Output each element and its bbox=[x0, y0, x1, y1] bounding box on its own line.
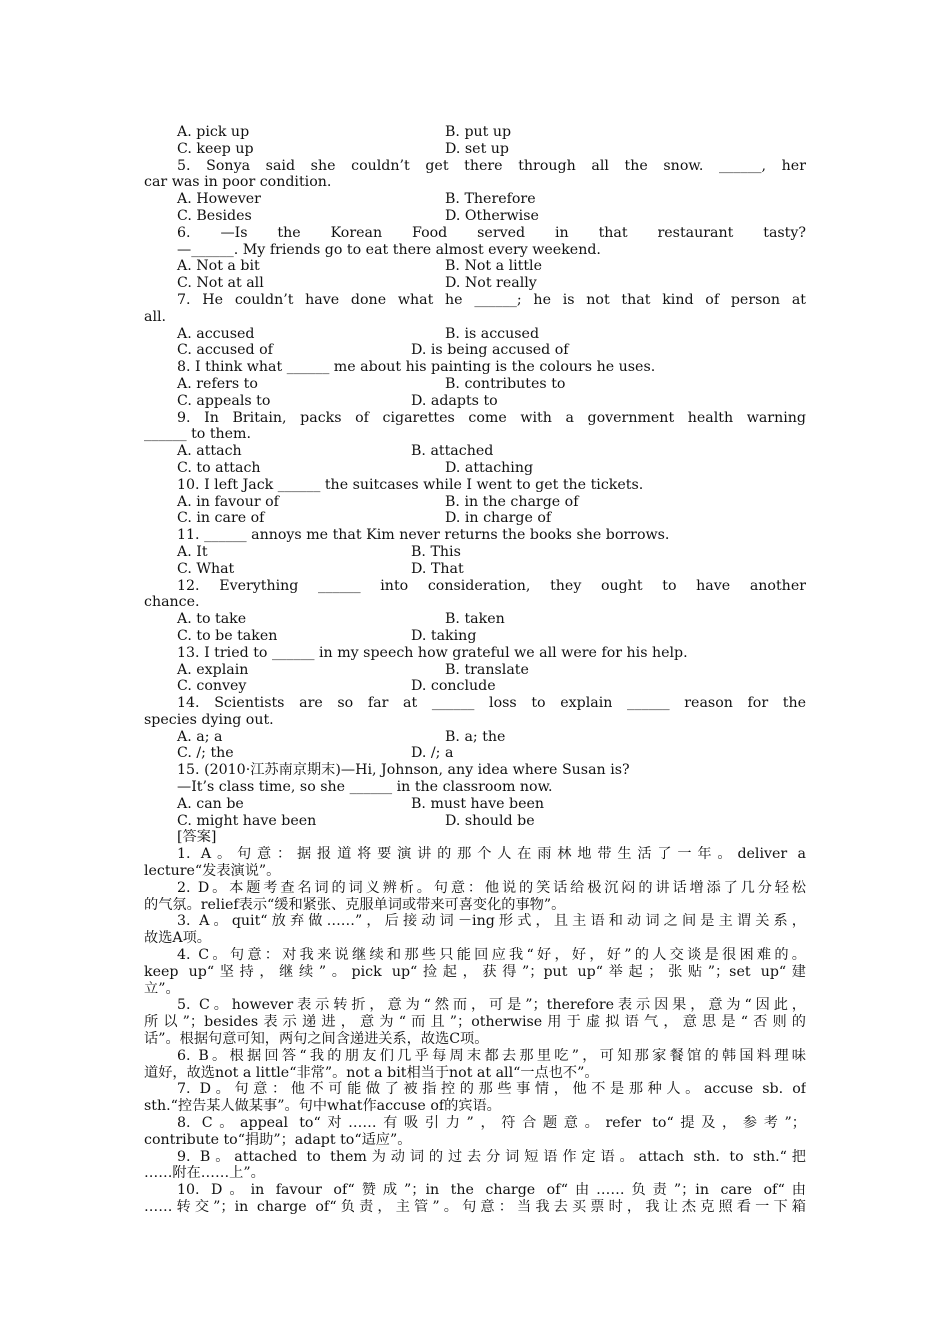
option-left: A. in favour of bbox=[177, 493, 279, 510]
text-line: 10. I left Jack ______ the suitcases while I went to get the tickets. bbox=[177, 476, 644, 493]
option-row bbox=[144, 611, 806, 628]
text-line-continuation: species dying out. bbox=[144, 711, 274, 728]
option-right: B. attached bbox=[411, 443, 494, 460]
option-left: A. However bbox=[177, 191, 261, 208]
option-right: B. Therefore bbox=[445, 191, 536, 208]
option-row bbox=[144, 141, 806, 158]
option-right: D. Not really bbox=[445, 275, 537, 292]
text-line: 9. In Britain, packs of cigarettes come with a government health warning bbox=[177, 409, 806, 426]
option-left: A. refers to bbox=[177, 375, 258, 392]
option-right: B. a; the bbox=[445, 728, 506, 745]
option-left: A. attach bbox=[177, 443, 242, 460]
option-row bbox=[144, 662, 806, 679]
text-line: 3. A。quit“放弃做……”，后接动词－ing形式，且主语和动词之间是主谓关系， bbox=[177, 913, 806, 930]
text-line-continuation: 的气氛。relief表示“缓和紧张、克服单词或带来可喜变化的事物”。 bbox=[144, 896, 566, 913]
option-left: C. in care of bbox=[177, 510, 265, 527]
text-line: 7. D。句意：他不可能做了被指控的那些事情，他不是那种人。accuse sb. of bbox=[177, 1081, 806, 1098]
option-left: C. keep up bbox=[177, 140, 254, 157]
text-line-continuation: ______ to them. bbox=[144, 426, 252, 443]
option-right: D. Otherwise bbox=[445, 207, 539, 224]
text-line: 7. He couldn’t have done what he ______; he is not that kind of person at bbox=[177, 291, 806, 308]
text-line: 所以”；besides表示递进，意为“而且”；otherwise用于虚拟语气，意思是“否则的 bbox=[144, 1014, 806, 1031]
option-row bbox=[144, 342, 806, 359]
text-line-continuation: contribute to“捐助”；adapt to“适应”。 bbox=[144, 1131, 412, 1148]
option-right: D. /; a bbox=[411, 745, 454, 762]
option-left: A. It bbox=[177, 543, 208, 560]
option-right: B. taken bbox=[445, 611, 505, 628]
option-right: B. contributes to bbox=[445, 375, 566, 392]
text-line: 15. (2010·江苏南京期末)—Hi, Johnson, any idea where Susan is? bbox=[177, 762, 630, 779]
text-line: 11. ______ annoys me that Kim never returns the books she borrows. bbox=[177, 527, 670, 544]
text-line-continuation: lecture“发表演说”。 bbox=[144, 863, 281, 880]
text-line-continuation: chance. bbox=[144, 594, 200, 611]
option-row bbox=[144, 544, 806, 561]
option-left: C. to attach bbox=[177, 459, 261, 476]
option-right: D. attaching bbox=[445, 459, 534, 476]
option-left: A. to take bbox=[177, 611, 247, 628]
option-left: C. might have been bbox=[177, 812, 317, 829]
option-right: B. is accused bbox=[445, 325, 540, 342]
option-left: A. pick up bbox=[177, 124, 250, 140]
text-line-continuation: sth.“控告某人做某事”。句中what作accuse of的宾语。 bbox=[144, 1098, 501, 1115]
text-line: 8. C。appeal to“对……有吸引力”，符合题意。refer to“提及，参考”； bbox=[177, 1115, 806, 1132]
option-right: D. adapts to bbox=[411, 392, 498, 409]
option-left: C. /; the bbox=[177, 745, 234, 762]
option-right: D. set up bbox=[445, 140, 509, 157]
option-left: C. to be taken bbox=[177, 627, 278, 644]
text-line: 8. I think what ______ me about his painting is the colours he uses. bbox=[177, 359, 656, 376]
option-left: C. accused of bbox=[177, 342, 273, 359]
option-right: B. in the charge of bbox=[445, 493, 579, 510]
text-line: 10. D。in favour of“赞成”；in the charge of“由……负责”；in care of“由 bbox=[177, 1182, 806, 1199]
option-right: D. That bbox=[411, 560, 464, 577]
option-right: D. taking bbox=[411, 627, 477, 644]
text-line-continuation: 道好，故选not a little“非常”。not a bit相当于not at all“一点也不”。 bbox=[144, 1064, 599, 1081]
option-row bbox=[144, 745, 806, 762]
option-left: C. appeals to bbox=[177, 392, 271, 409]
option-left: C. convey bbox=[177, 678, 247, 695]
option-row bbox=[144, 393, 806, 410]
option-row bbox=[144, 813, 806, 830]
option-left: C. What bbox=[177, 560, 235, 577]
option-row bbox=[144, 443, 806, 460]
text-line: 6. —Is the Korean Food served in that restaurant tasty? bbox=[177, 224, 806, 241]
option-left: C. Not at all bbox=[177, 275, 264, 292]
option-row bbox=[144, 460, 806, 477]
option-row bbox=[144, 729, 806, 746]
text-line-continuation: 故选A项。 bbox=[144, 930, 211, 947]
option-row bbox=[144, 275, 806, 292]
option-row bbox=[144, 494, 806, 511]
option-row bbox=[144, 258, 806, 275]
option-left: C. Besides bbox=[177, 207, 252, 224]
text-line: 12. Everything ______ into consideration, they ought to have another bbox=[177, 577, 806, 594]
option-row bbox=[144, 326, 806, 343]
option-right: D. in charge of bbox=[445, 510, 552, 527]
text-line: 13. I tried to ______ in my speech how grateful we all were for his help. bbox=[177, 644, 688, 661]
option-right: B. Not a little bbox=[445, 258, 542, 275]
option-row bbox=[144, 510, 806, 527]
text-line: 5. C。however表示转折，意为“然而，可是”；therefore表示因果，意为“因此， bbox=[177, 997, 806, 1014]
text-line-continuation: car was in poor condition. bbox=[144, 174, 332, 191]
text-line-continuation: 话”。根据句意可知，两句之间含递进关系，故选C项。 bbox=[144, 1031, 489, 1048]
option-right: B. must have been bbox=[411, 795, 545, 812]
text-line: 6. B。根据回答“我的朋友们几乎每周末都去那里吃”，可知那家餐馆的韩国料理味 bbox=[177, 1047, 806, 1064]
text-line-continuation: all. bbox=[144, 308, 167, 325]
option-right: D. should be bbox=[445, 812, 535, 829]
text-line: 5. Sonya said she couldn’t get there through all the snow. ______, her bbox=[177, 157, 806, 174]
option-row bbox=[144, 561, 806, 578]
text-line: 2. D。本题考查名词的词义辨析。句意：他说的笑话给极沉闷的讲话增添了几分轻松 bbox=[177, 879, 806, 896]
option-row bbox=[144, 376, 806, 393]
option-left: A. explain bbox=[177, 661, 249, 678]
document-body bbox=[144, 124, 806, 1216]
option-left: A. Not a bit bbox=[177, 258, 260, 275]
text-line: 4. C。句意：对我来说继续和那些只能回应我“好，好，好”的人交谈是很困难的。 bbox=[177, 947, 806, 964]
option-row bbox=[144, 208, 806, 225]
option-right: B. translate bbox=[445, 661, 529, 678]
option-left: A. accused bbox=[177, 325, 255, 342]
option-right: B. put up bbox=[445, 124, 512, 140]
option-left: A. a; a bbox=[177, 728, 223, 745]
option-right: B. This bbox=[411, 543, 461, 560]
text-line: —It’s class time, so she ______ in the classroom now. bbox=[177, 779, 553, 796]
option-row bbox=[144, 796, 806, 813]
text-line: [答案] bbox=[177, 829, 217, 846]
text-line: —______. My friends go to eat there almost every weekend. bbox=[177, 241, 601, 258]
text-line: keep up“坚持，继续”。pick up“捡起，获得”；put up“举起；张贴”；set up“建 bbox=[144, 963, 806, 980]
option-right: D. conclude bbox=[411, 678, 496, 695]
option-left: A. can be bbox=[177, 795, 244, 812]
text-line: 9. B。attached to them为动词的过去分词短语作定语。attach sth. to sth.“把 bbox=[177, 1148, 806, 1165]
option-row bbox=[144, 124, 806, 141]
text-line: 1. A。句意：据报道将要演讲的那个人在雨林地带生活了一年。deliver a bbox=[177, 846, 806, 863]
text-line: ……转交”；in charge of“负责，主管”。句意：当我去买票时，我让杰克照看一下箱 bbox=[144, 1199, 806, 1215]
text-line-continuation: ……附在……上”。 bbox=[144, 1165, 265, 1182]
option-row bbox=[144, 191, 806, 208]
text-line-continuation: 立”。 bbox=[144, 980, 180, 997]
option-row bbox=[144, 678, 806, 695]
option-row bbox=[144, 628, 806, 645]
option-right: D. is being accused of bbox=[411, 342, 569, 359]
text-line: 14. Scientists are so far at ______ loss to explain ______ reason for the bbox=[177, 695, 806, 712]
